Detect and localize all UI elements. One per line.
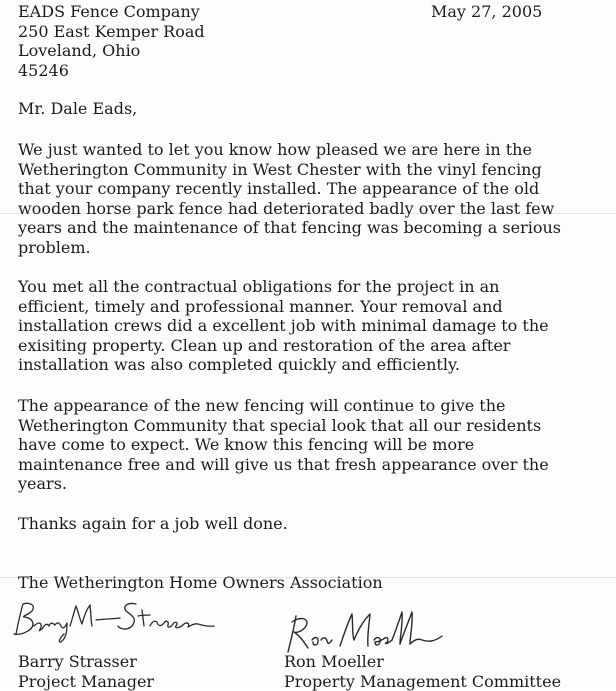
handwritten-signature-icon bbox=[282, 606, 452, 658]
paragraph-line: You met all the contractual obligations for the project in an bbox=[18, 277, 500, 296]
handwritten-signature-icon bbox=[4, 596, 224, 646]
organization-name: The Wetherington Home Owners Association bbox=[18, 573, 383, 592]
sender-zip: 45246 bbox=[18, 60, 69, 80]
signatory-name: Barry Strasser bbox=[18, 652, 137, 671]
signatory-block-left bbox=[18, 652, 154, 691]
signatory-name: Ron Moeller bbox=[284, 652, 384, 671]
sender-company: EADS Fence Company bbox=[18, 2, 200, 21]
paragraph-line: The appearance of the new fencing will continue to give the bbox=[18, 396, 506, 415]
paragraph-1 bbox=[18, 140, 561, 258]
paragraph-line: years. bbox=[18, 474, 67, 494]
sender-city-state: Loveland, Ohio bbox=[18, 41, 141, 61]
sender-street: 250 East Kemper Road bbox=[18, 21, 205, 41]
sender-address bbox=[18, 2, 205, 80]
paragraph-line: that your company recently installed. The appearance of the old bbox=[18, 179, 540, 199]
paragraph-line: have come to expect. We know this fencing will be more bbox=[18, 435, 475, 455]
paragraph-line: installation crews did a excellent job with minimal damage to the bbox=[18, 316, 549, 336]
paragraph-line: exisiting property. Clean up and restoration of the area after bbox=[18, 335, 511, 355]
paragraph-line: installation was also completed quickly and efficiently. bbox=[18, 355, 460, 375]
paragraph-line: We just wanted to let you know how pleased we are here in the bbox=[18, 140, 532, 159]
paragraph-line: years and the maintenance of that fencing was becoming a serious bbox=[18, 218, 561, 238]
paragraph-line: Wetherington Community that special look that all our residents bbox=[18, 415, 542, 435]
salutation: Mr. Dale Eads, bbox=[18, 99, 138, 118]
letter-date: May 27, 2005 bbox=[431, 2, 543, 21]
paragraph-line: maintenance free and will give us that fresh appearance over the bbox=[18, 454, 549, 474]
paragraph-3 bbox=[18, 396, 549, 494]
signatory-title: Project Manager bbox=[18, 671, 155, 691]
closing-line: Thanks again for a job well done. bbox=[18, 514, 288, 533]
paragraph-line: problem. bbox=[18, 237, 91, 257]
paragraph-line: Wetherington Community in West Chester with the vinyl fencing bbox=[18, 159, 542, 179]
paragraph-2 bbox=[18, 277, 549, 375]
signatory-title: Property Management Committee bbox=[284, 671, 562, 691]
paragraph-line: wooden horse park fence had deteriorated badly over the last few bbox=[18, 198, 555, 218]
signatory-block-right bbox=[284, 652, 561, 691]
paragraph-line: efficient, timely and professional manner. Your removal and bbox=[18, 296, 503, 316]
